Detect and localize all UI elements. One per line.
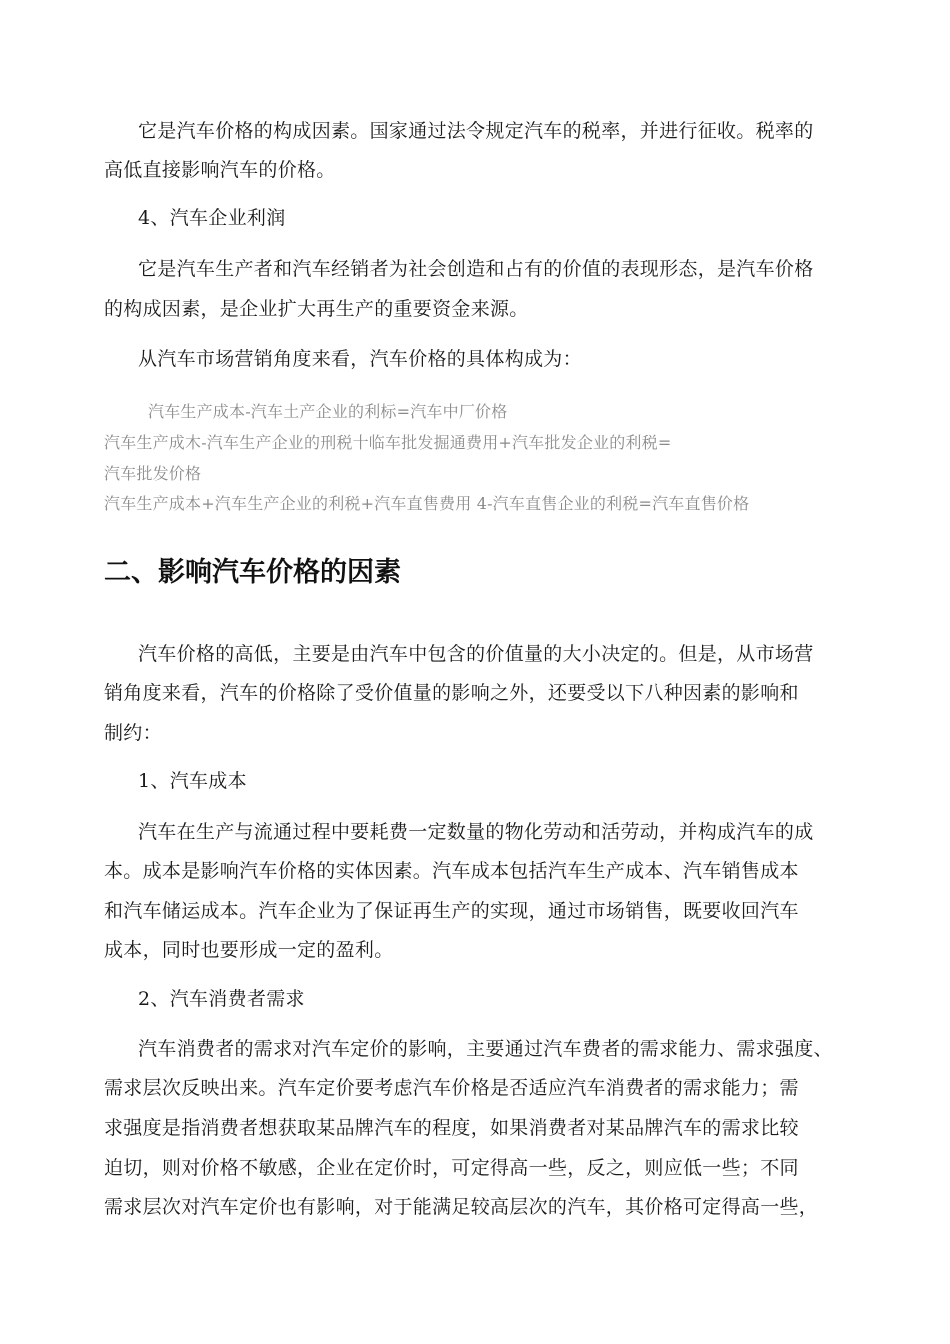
demand-paragraph-line-3: 求强度是指消费者想获取某品牌汽车的程度，如果消费者对某品牌汽车的需求比较 — [104, 1117, 799, 1139]
demand-paragraph-line-2: 需求层次反映出来。汽车定价要考虑汽车价格是否适应汽车消费者的需求能力；需 — [104, 1077, 799, 1099]
item-2-title: 2、汽车消费者需求 — [138, 988, 305, 1010]
formula-wholesale-price-line-2: 汽车批发价格 — [104, 464, 202, 483]
profit-paragraph-line-1: 它是汽车生产者和汽车经销者为社会创造和占有的价值的表现形态，是汽车价格 — [138, 258, 814, 280]
tax-paragraph-line-1: 它是汽车价格的构成因素。国家通过法令规定汽车的税率，并进行征收。税率的 — [138, 120, 814, 142]
section-2-intro-line-3: 制约： — [104, 722, 162, 744]
section-2-intro-line-2: 销角度来看，汽车的价格除了受价值量的影响之外，还要受以下八种因素的影响和 — [104, 682, 799, 704]
tax-paragraph-line-2: 高低直接影响汽车的价格。 — [104, 159, 336, 181]
cost-paragraph-line-2: 本。成本是影响汽车价格的实体因素。汽车成本包括汽车生产成本、汽车销售成本 — [104, 860, 799, 882]
cost-paragraph-line-4: 成本，同时也要形成一定的盈利。 — [104, 939, 394, 961]
cost-paragraph-line-1: 汽车在生产与流通过程中要耗费一定数量的物化劳动和活劳动，并构成汽车的成 — [138, 821, 814, 843]
item-1-title: 1、汽车成本 — [138, 770, 247, 792]
cost-paragraph-line-3: 和汽车储运成本。汽车企业为了保证再生产的实现，通过市场销售，既要收回汽车 — [104, 900, 799, 922]
formula-wholesale-price-line-1: 汽车生产成木-汽车生产企业的刑税十临车批发掘通费用+汽车批发企业的利税= — [104, 433, 672, 452]
item-4-title: 4、汽车企业利润 — [138, 207, 286, 229]
formula-factory-price: 汽车生产成本-汽车土产企业的利标=汽车中厂价格 — [148, 402, 508, 421]
section-2-heading: 二、影响汽车价格的因素 — [104, 557, 401, 588]
demand-paragraph-line-5: 需求层次对汽车定价也有影响，对于能满足较高层次的汽车，其价格可定得高一些， — [104, 1196, 819, 1218]
demand-paragraph-line-1: 汽车消费者的需求对汽车定价的影响，主要通过汽车费者的需求能力、需求强度、 — [138, 1038, 833, 1060]
formula-retail-price: 汽车生产成本+汽车生产企业的利税+汽车直售费用 4-汽车直售企业的利税=汽车直售价格 — [104, 494, 750, 513]
section-2-intro-line-1: 汽车价格的高低，主要是由汽车中包含的价值量的大小决定的。但是，从市场营 — [138, 643, 814, 665]
demand-paragraph-line-4: 迫切，则对价格不敏感，企业在定价时，可定得高一些，反之，则应低一些；不同 — [104, 1157, 799, 1179]
profit-paragraph-line-2: 的构成因素，是企业扩大再生产的重要资金来源。 — [104, 298, 529, 320]
composition-intro: 从汽车市场营销角度来看，汽车价格的具体构成为： — [138, 348, 582, 370]
